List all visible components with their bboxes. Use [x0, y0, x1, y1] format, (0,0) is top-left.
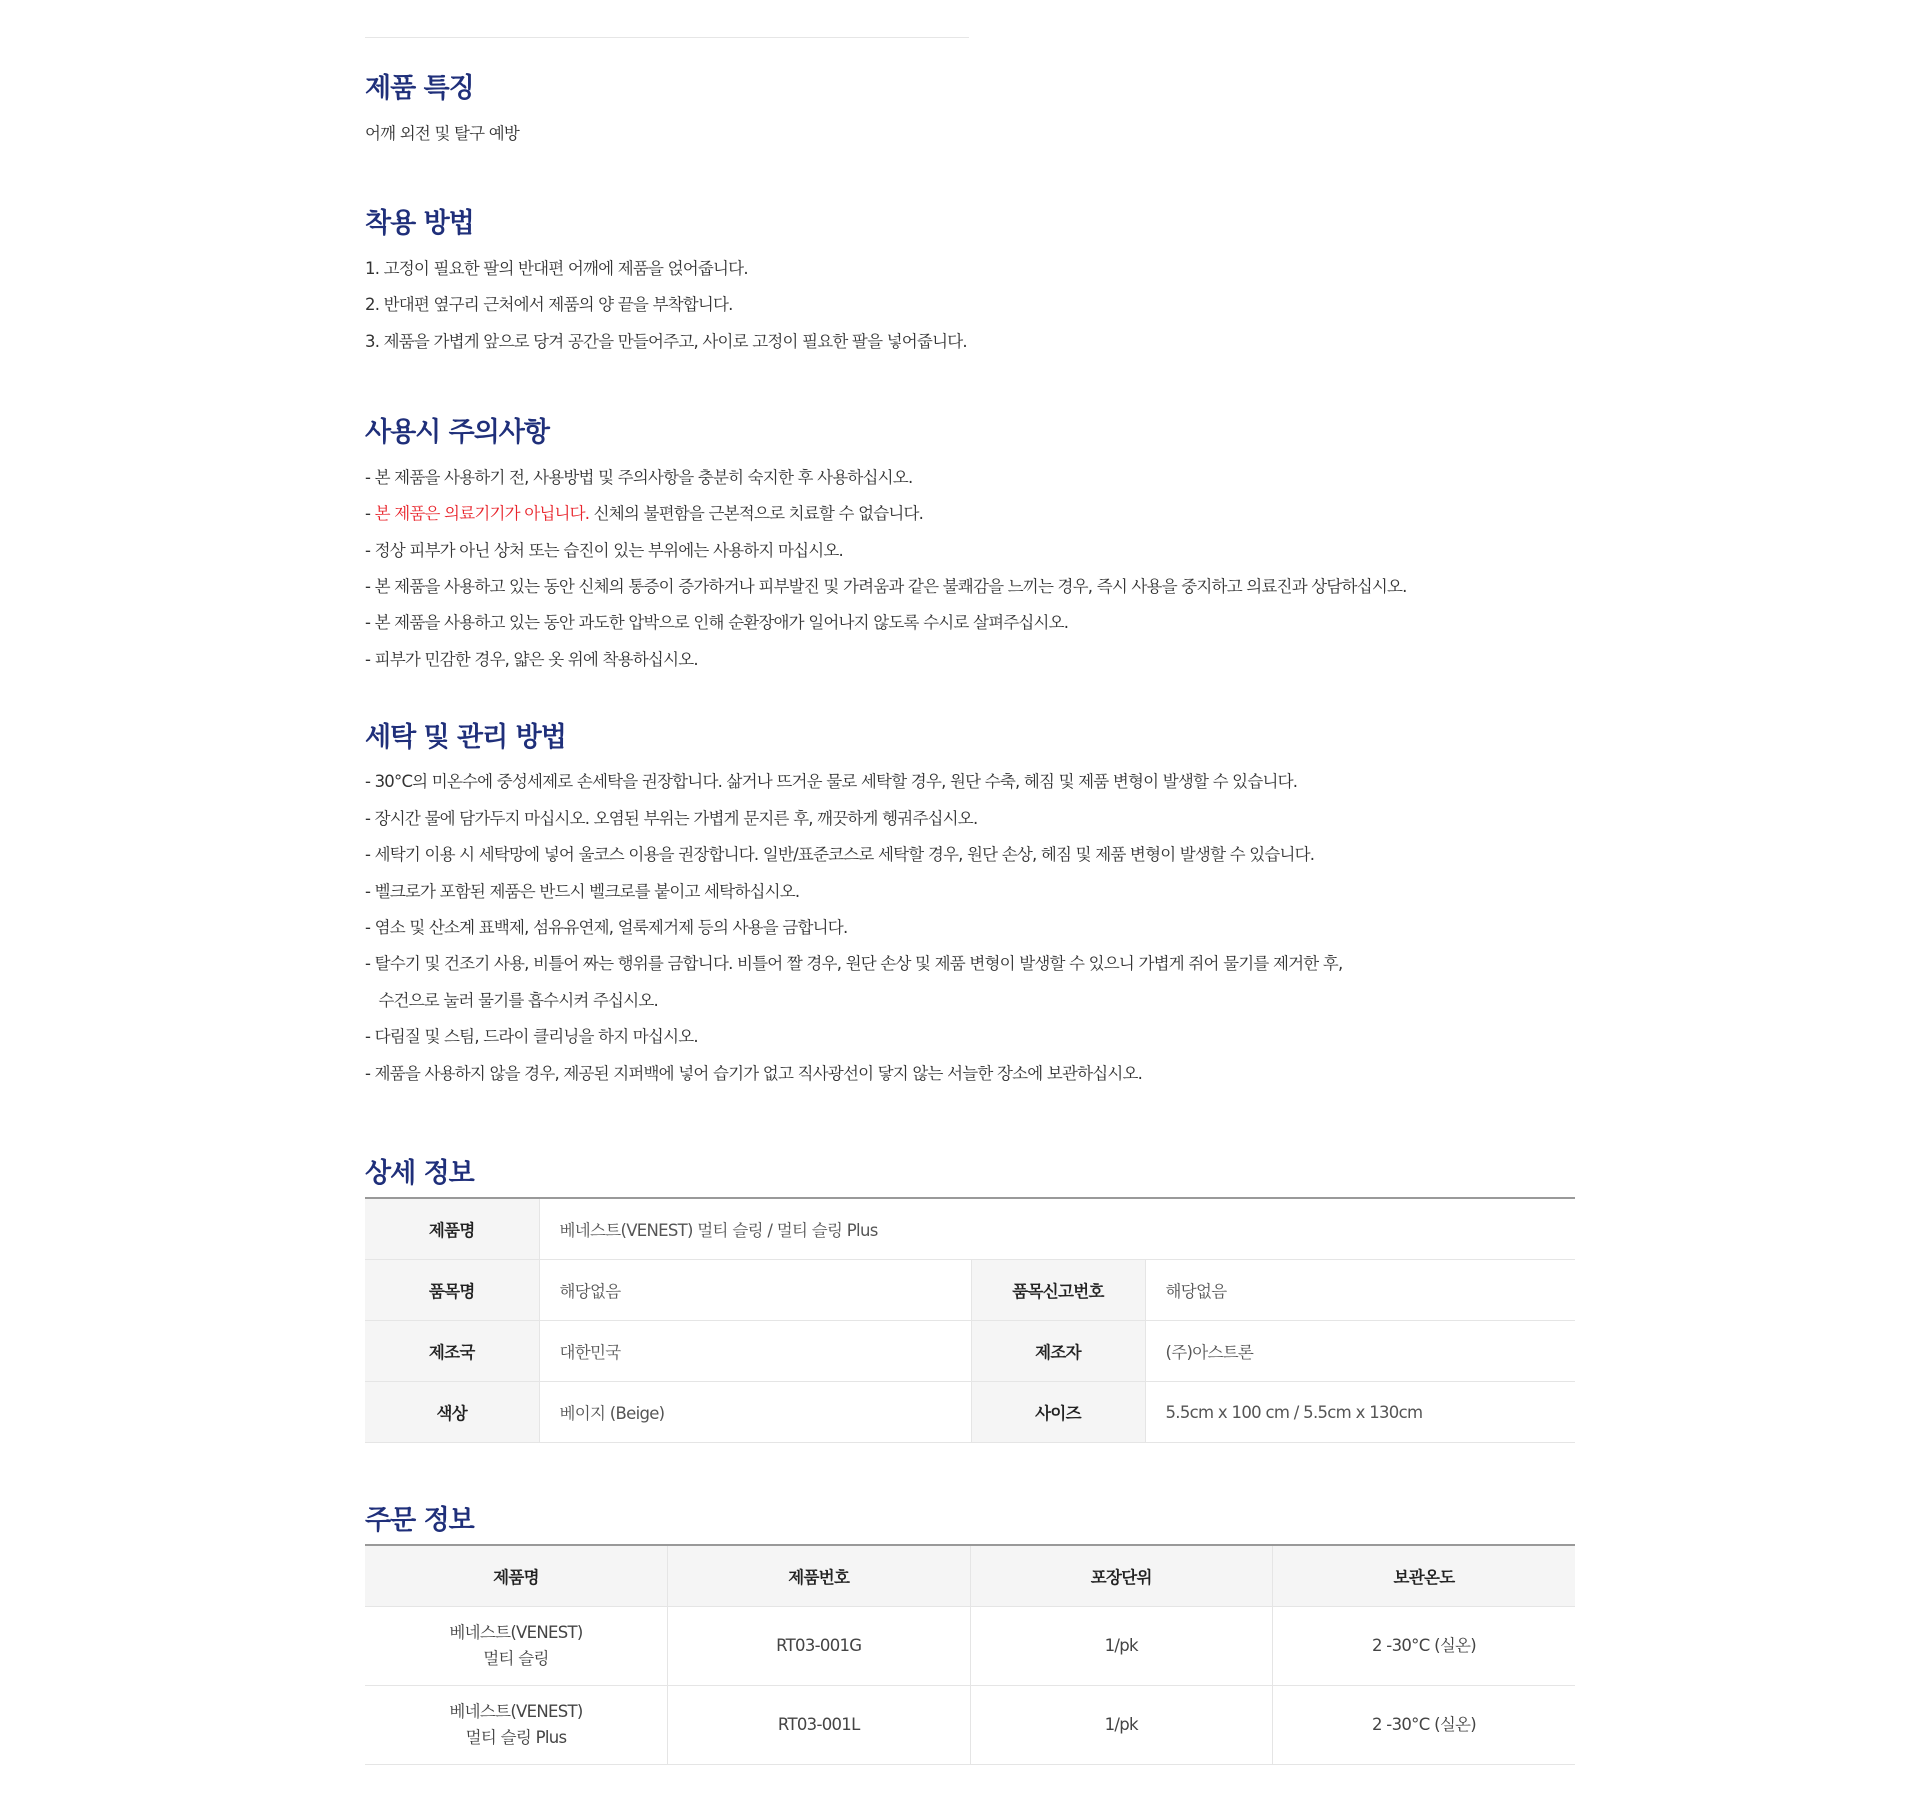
col-header-pack-unit: 포장단위	[970, 1545, 1273, 1607]
report-no-label: 품목신고번호	[971, 1260, 1145, 1321]
washing-line: - 염소 및 산소계 표백제, 섬유유연제, 얼룩제거제 등의 사용을 금합니다.	[365, 918, 848, 937]
washing-title: 세탁 및 관리 방법	[365, 722, 566, 753]
size-label: 사이즈	[971, 1382, 1145, 1443]
wearing-step: 2. 반대편 옆구리 근처에서 제품의 양 끝을 부착합니다.	[365, 295, 733, 314]
washing-line: - 탈수기 및 건조기 사용, 비틀어 짜는 행위를 금합니다. 비틀어 짤 경우, 원단 손상 및 제품 변형이 발생할 수 있으니 가볍게 쥐어 물기를 제거한 후,	[365, 954, 1343, 973]
washing-line: - 제품을 사용하지 않을 경우, 제공된 지퍼백에 넣어 습기가 없고 직사광선이 닿지 않는 서늘한 장소에 보관하십시오.	[365, 1064, 1143, 1083]
order-product-name-line2: 멀티 슬링 Plus	[465, 1728, 567, 1747]
color-label: 색상	[365, 1382, 539, 1443]
order-product-name	[365, 1607, 668, 1686]
col-header-product-name: 제품명	[365, 1545, 668, 1607]
maker-value: (주)아스트론	[1145, 1321, 1575, 1382]
country-label: 제조국	[365, 1321, 539, 1382]
color-value: 베이지 (Beige)	[539, 1382, 971, 1443]
detail-table	[365, 1197, 1575, 1443]
table-row	[365, 1198, 1575, 1260]
table-row	[365, 1686, 1575, 1765]
table-header-row	[365, 1545, 1575, 1607]
order-product-name-line2: 멀티 슬링	[483, 1649, 549, 1668]
detail-title: 상세 정보	[365, 1158, 474, 1189]
caution-line: - 본 제품을 사용하고 있는 동안 신체의 통증이 증가하거나 피부발진 및 가려움과 같은 불쾌감을 느끼는 경우, 즉시 사용을 중지하고 의료진과 상담하십시오.	[365, 577, 1407, 596]
washing-line: - 30°C의 미온수에 중성세제로 손세탁을 권장합니다. 삶거나 뜨거운 물로 세탁할 경우, 원단 수축, 헤짐 및 제품 변형이 발생할 수 있습니다.	[365, 772, 1298, 791]
maker-label: 제조자	[971, 1321, 1145, 1382]
order-product-name-line1: 베네스트(VENEST)	[449, 1702, 583, 1721]
caution-line-rest: 신체의 불편함을 근본적으로 치료할 수 없습니다.	[589, 504, 924, 523]
not-medical-device-warning: 본 제품은 의료기기가 아닙니다.	[374, 504, 590, 523]
washing-line: 수건으로 눌러 물기를 흡수시켜 주십시오.	[365, 991, 658, 1010]
top-divider	[365, 37, 969, 38]
order-product-code: RT03-001L	[668, 1686, 971, 1765]
table-row	[365, 1321, 1575, 1382]
order-product-name-line1: 베네스트(VENEST)	[449, 1623, 583, 1642]
caution-dash: -	[365, 504, 375, 523]
col-header-product-code: 제품번호	[668, 1545, 971, 1607]
table-row	[365, 1607, 1575, 1686]
wearing-step: 1. 고정이 필요한 팔의 반대편 어깨에 제품을 얹어줍니다.	[365, 259, 748, 278]
order-title: 주문 정보	[365, 1505, 474, 1536]
washing-line: - 다림질 및 스팀, 드라이 클리닝을 하지 마십시오.	[365, 1027, 698, 1046]
col-header-storage-temp: 보관온도	[1273, 1545, 1576, 1607]
item-name-value: 해당없음	[539, 1260, 971, 1321]
product-name-label: 제품명	[365, 1198, 539, 1260]
country-value: 대한민국	[539, 1321, 971, 1382]
product-name-value: 베네스트(VENEST) 멀티 슬링 / 멀티 슬링 Plus	[539, 1198, 1575, 1260]
features-text: 어깨 외전 및 탈구 예방	[365, 124, 520, 143]
wearing-title: 착용 방법	[365, 208, 474, 239]
report-no-value: 해당없음	[1145, 1260, 1575, 1321]
caution-line: - 정상 피부가 아닌 상처 또는 습진이 있는 부위에는 사용하지 마십시오.	[365, 541, 843, 560]
washing-line: - 장시간 물에 담가두지 마십시오. 오염된 부위는 가볍게 문지른 후, 깨끗하게 헹궈주십시오.	[365, 809, 978, 828]
features-title: 제품 특징	[365, 73, 474, 104]
washing-line: - 벨크로가 포함된 제품은 반드시 벨크로를 붙이고 세탁하십시오.	[365, 882, 800, 901]
order-storage-temp: 2 -30°C (실온)	[1273, 1686, 1576, 1765]
table-row	[365, 1382, 1575, 1443]
order-product-code: RT03-001G	[668, 1607, 971, 1686]
wearing-step: 3. 제품을 가볍게 앞으로 당겨 공간을 만들어주고, 사이로 고정이 필요한 팔을 넣어줍니다.	[365, 332, 967, 351]
caution-line: - 본 제품을 사용하기 전, 사용방법 및 주의사항을 충분히 숙지한 후 사용하십시오.	[365, 468, 913, 487]
size-value: 5.5cm x 100 cm / 5.5cm x 130cm	[1145, 1382, 1575, 1443]
caution-line: - 피부가 민감한 경우, 얇은 옷 위에 착용하십시오.	[365, 650, 698, 669]
order-product-name	[365, 1686, 668, 1765]
washing-line: - 세탁기 이용 시 세탁망에 넣어 울코스 이용을 권장합니다. 일반/표준코스로 세탁할 경우, 원단 손상, 헤짐 및 제품 변형이 발생할 수 있습니다.	[365, 845, 1315, 864]
cautions-title: 사용시 주의사항	[365, 417, 549, 448]
order-table	[365, 1544, 1575, 1765]
order-storage-temp: 2 -30°C (실온)	[1273, 1607, 1576, 1686]
caution-line: - 본 제품을 사용하고 있는 동안 과도한 압박으로 인해 순환장애가 일어나지 않도록 수시로 살펴주십시오.	[365, 613, 1069, 632]
table-row	[365, 1260, 1575, 1321]
order-pack-unit: 1/pk	[970, 1686, 1273, 1765]
order-pack-unit: 1/pk	[970, 1607, 1273, 1686]
item-name-label: 품목명	[365, 1260, 539, 1321]
caution-line	[365, 500, 923, 524]
